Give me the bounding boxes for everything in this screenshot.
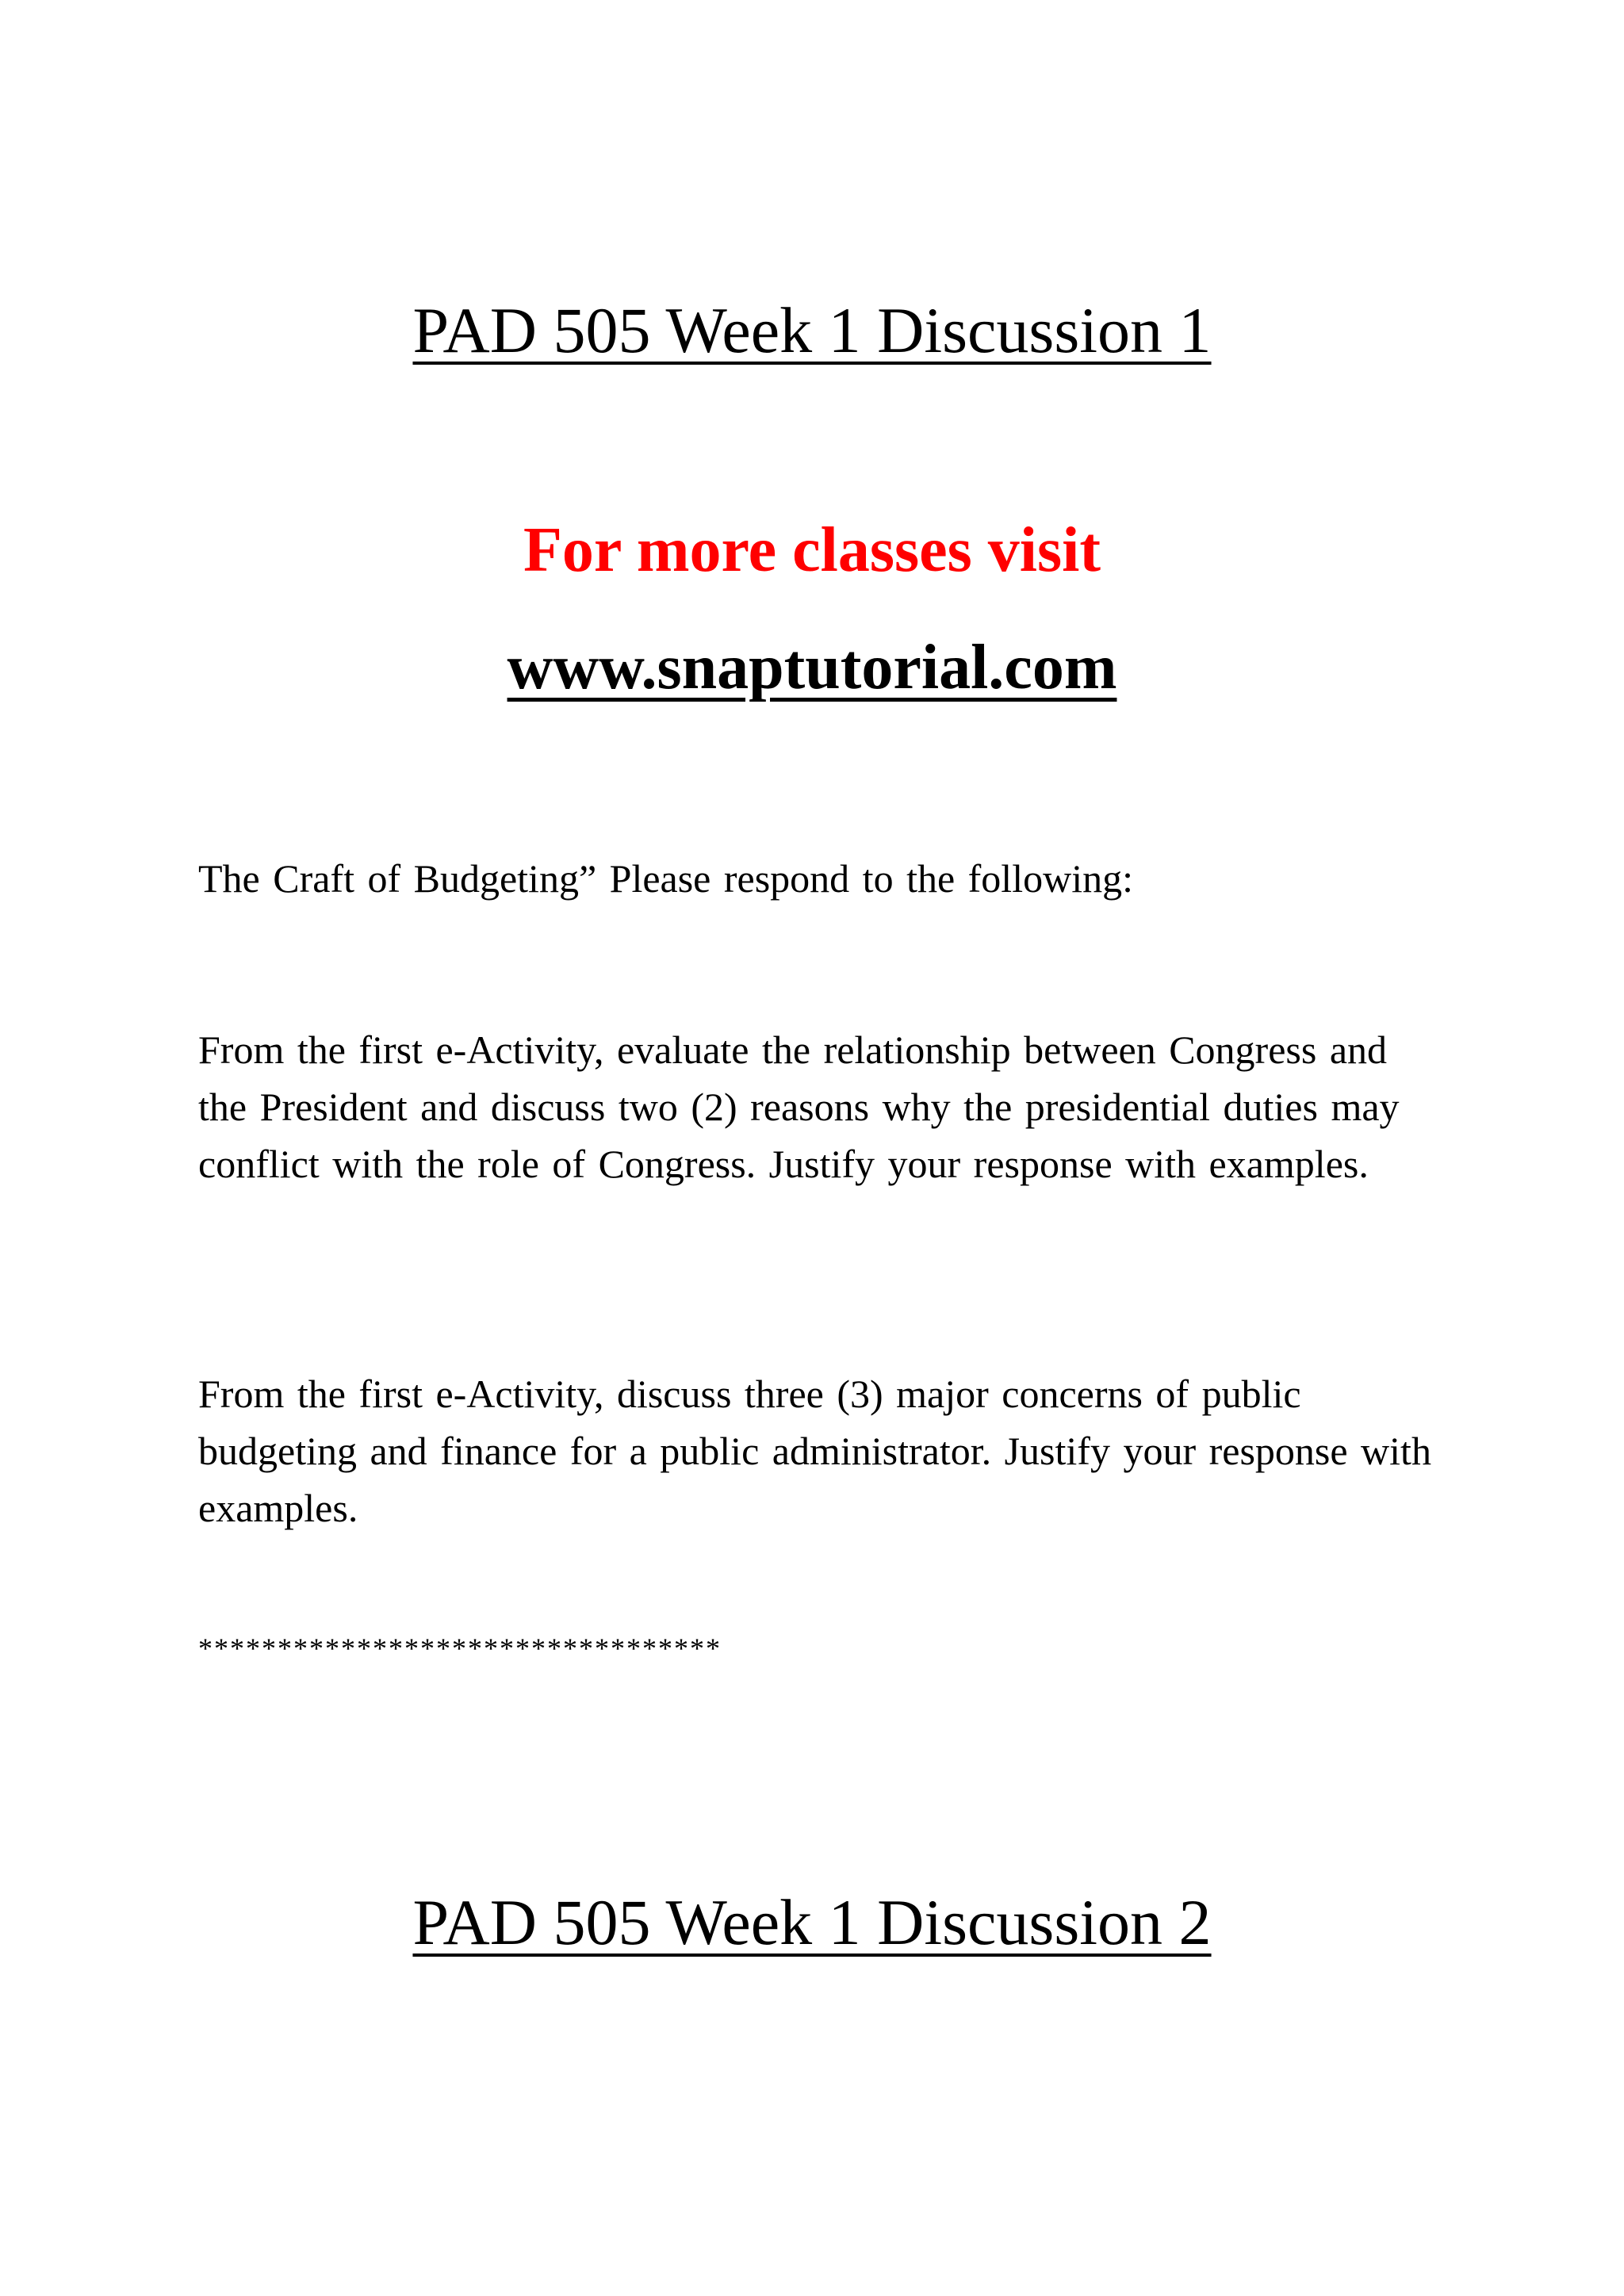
page-title — [0, 295, 1624, 366]
promo-text: For more classes visit — [523, 515, 1101, 585]
separator: ********************************* — [198, 1632, 722, 1664]
page-title-text: PAD 505 Week 1 Discussion 1 — [412, 294, 1212, 366]
question-2: From the first e-Activity, discuss three (3) major concerns of public budgeting and finance for a public administrator. Justify your response with examples. — [198, 1372, 1431, 1530]
intro-text: The Craft of Budgeting” Please respond to the following: — [198, 856, 1133, 901]
section-title-2 — [0, 1887, 1624, 1958]
section-title-2-text: PAD 505 Week 1 Discussion 2 — [412, 1886, 1212, 1958]
promo-link-text[interactable]: www.snaptutorial.com — [507, 633, 1117, 702]
question-1: From the first e-Activity, evaluate the relationship between Congress and the President and discuss two (2) reasons why the presidential duties may conflict with the role of Congress. Justify your response with examples. — [198, 1027, 1400, 1186]
promo-link[interactable] — [0, 633, 1624, 702]
